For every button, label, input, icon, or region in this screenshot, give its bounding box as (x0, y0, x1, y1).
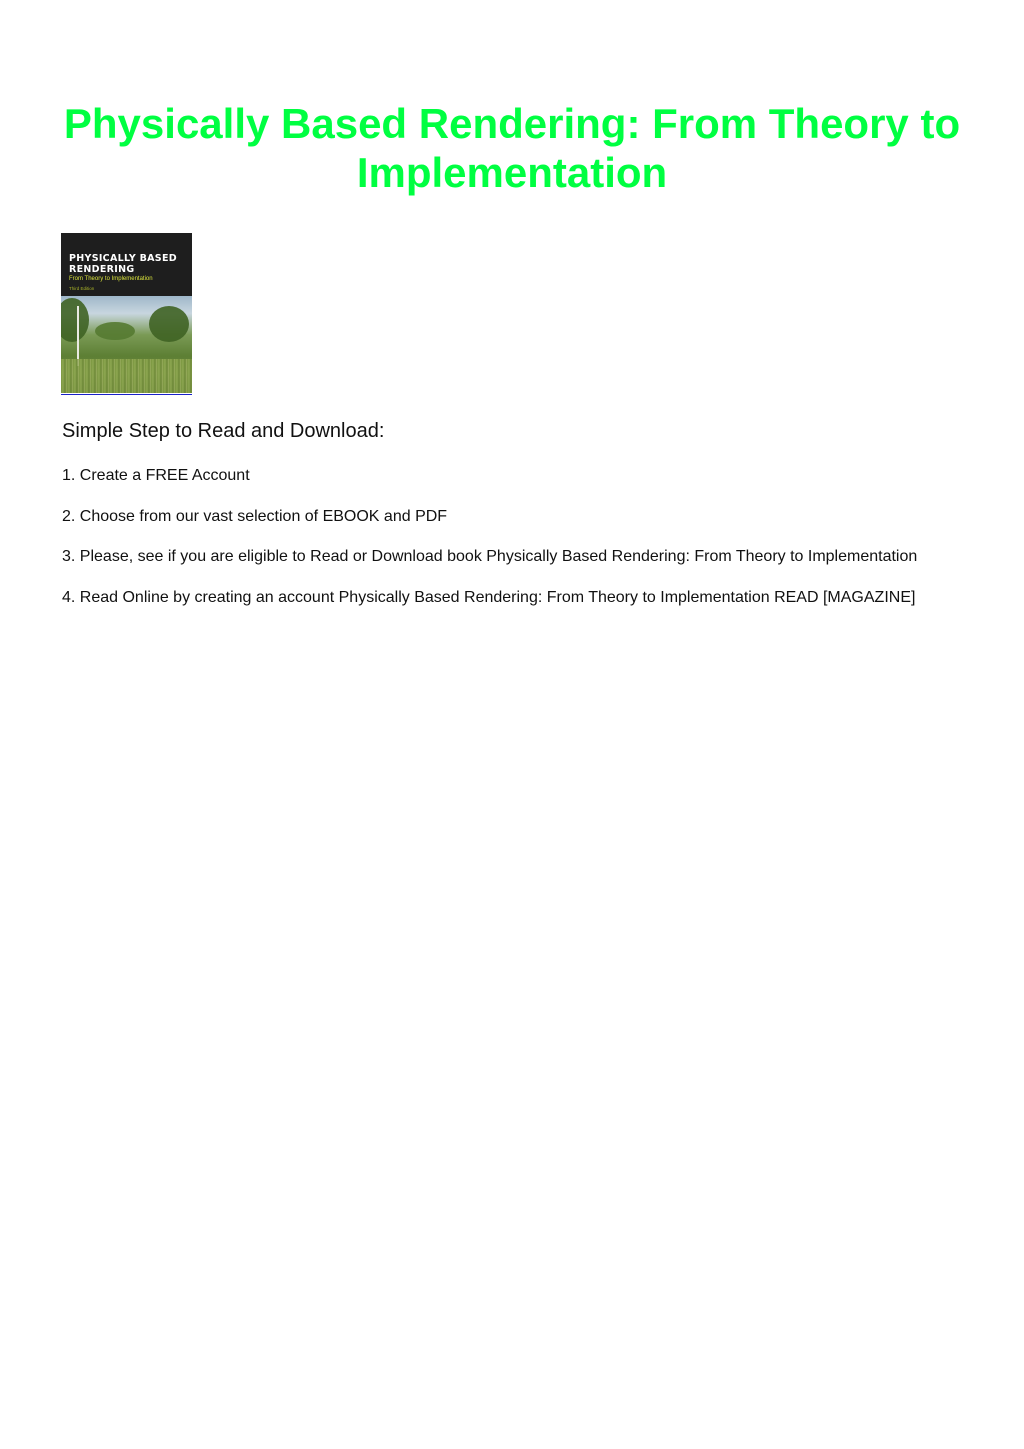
cover-subtitle: From Theory to Implementation (69, 276, 153, 282)
page-title: Physically Based Rendering: From Theory to Implementation (63, 100, 961, 196)
step-item-create-account: 1. Create a FREE Account (62, 467, 250, 484)
book-cover-image (61, 233, 192, 393)
cover-tree-right (149, 306, 189, 342)
book-cover-link[interactable] (61, 233, 192, 395)
step-item-choose-selection: 2. Choose from our vast selection of EBOOK and PDF (62, 507, 448, 525)
steps-heading: Simple Step to Read and Download: (62, 420, 385, 442)
cover-meadow (61, 359, 192, 393)
cover-title: PHYSICALLY BASED RENDERING (69, 253, 177, 275)
cover-tree-left (61, 298, 89, 342)
cover-tree-center (95, 322, 135, 340)
cover-edition: Third Edition (69, 286, 95, 291)
step-item-read-online: 4. Read Online by creating an account Physically Based Rendering: From Theory to Implementation READ [MAGAZINE] (62, 588, 916, 606)
step-item-check-eligibility: 3. Please, see if you are eligible to Read or Download book Physically Based Rendering: From Theory to Implementation (62, 548, 918, 565)
cover-birch-trunk (77, 306, 79, 366)
steps-list (62, 466, 1012, 628)
cover-landscape-photo (61, 296, 192, 393)
cover-top-band (61, 233, 192, 296)
